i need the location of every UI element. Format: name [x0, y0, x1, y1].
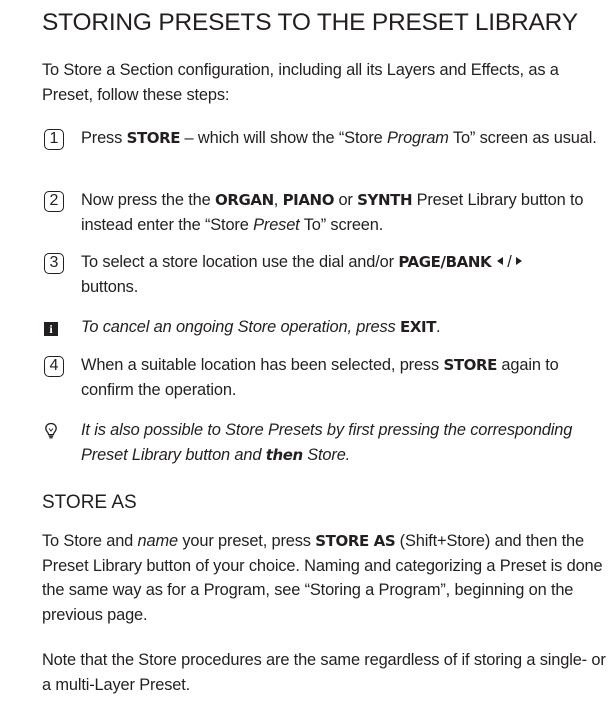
step-number-badge: 4	[44, 356, 64, 377]
section-heading-store-as: STORE AS	[42, 492, 137, 513]
triangle-left-icon	[497, 257, 503, 265]
triangle-right-icon	[516, 257, 522, 265]
info-note-text: To cancel an ongoing Store operation, press EXIT.	[81, 318, 441, 336]
step-number-badge: 3	[44, 253, 64, 274]
intro-paragraph: To Store a Section configuration, including all its Layers and Effects, as a Preset, follow these steps:	[42, 61, 559, 104]
tip-note-text: It is also possible to Store Presets by first pressing the corresponding Preset Library button and then Store.	[81, 421, 573, 464]
store-note-paragraph: Note that the Store procedures are the same regardless of if storing a single- or a multi-Layer Preset.	[42, 651, 606, 694]
page-title: STORING PRESETS TO THE PRESET LIBRARY	[42, 9, 578, 36]
step-text: Now press the the ORGAN, PIANO or SYNTH Preset Library button to instead enter the “Store Preset To” screen.	[81, 191, 584, 234]
step-number-badge: 1	[44, 129, 64, 150]
store-as-paragraph: To Store and name your preset, press STORE AS (Shift+Store) and then the Preset Library button of your choice. Naming and categorizing a Preset is done the same way as for a Program, see “Storing a Program”, beginning on the previous page.	[42, 532, 603, 624]
lightbulb-icon	[44, 422, 58, 440]
info-icon: i	[44, 322, 58, 336]
step-text: When a suitable location has been selected, press STORE again to confirm the operation.	[81, 356, 559, 399]
step-text: To select a store location use the dial and/or PAGE/BANK / buttons.	[81, 250, 611, 299]
step-text: Press STORE – which will show the “Store Program To” screen as usual.	[81, 129, 597, 147]
step-number-badge: 2	[44, 191, 64, 212]
